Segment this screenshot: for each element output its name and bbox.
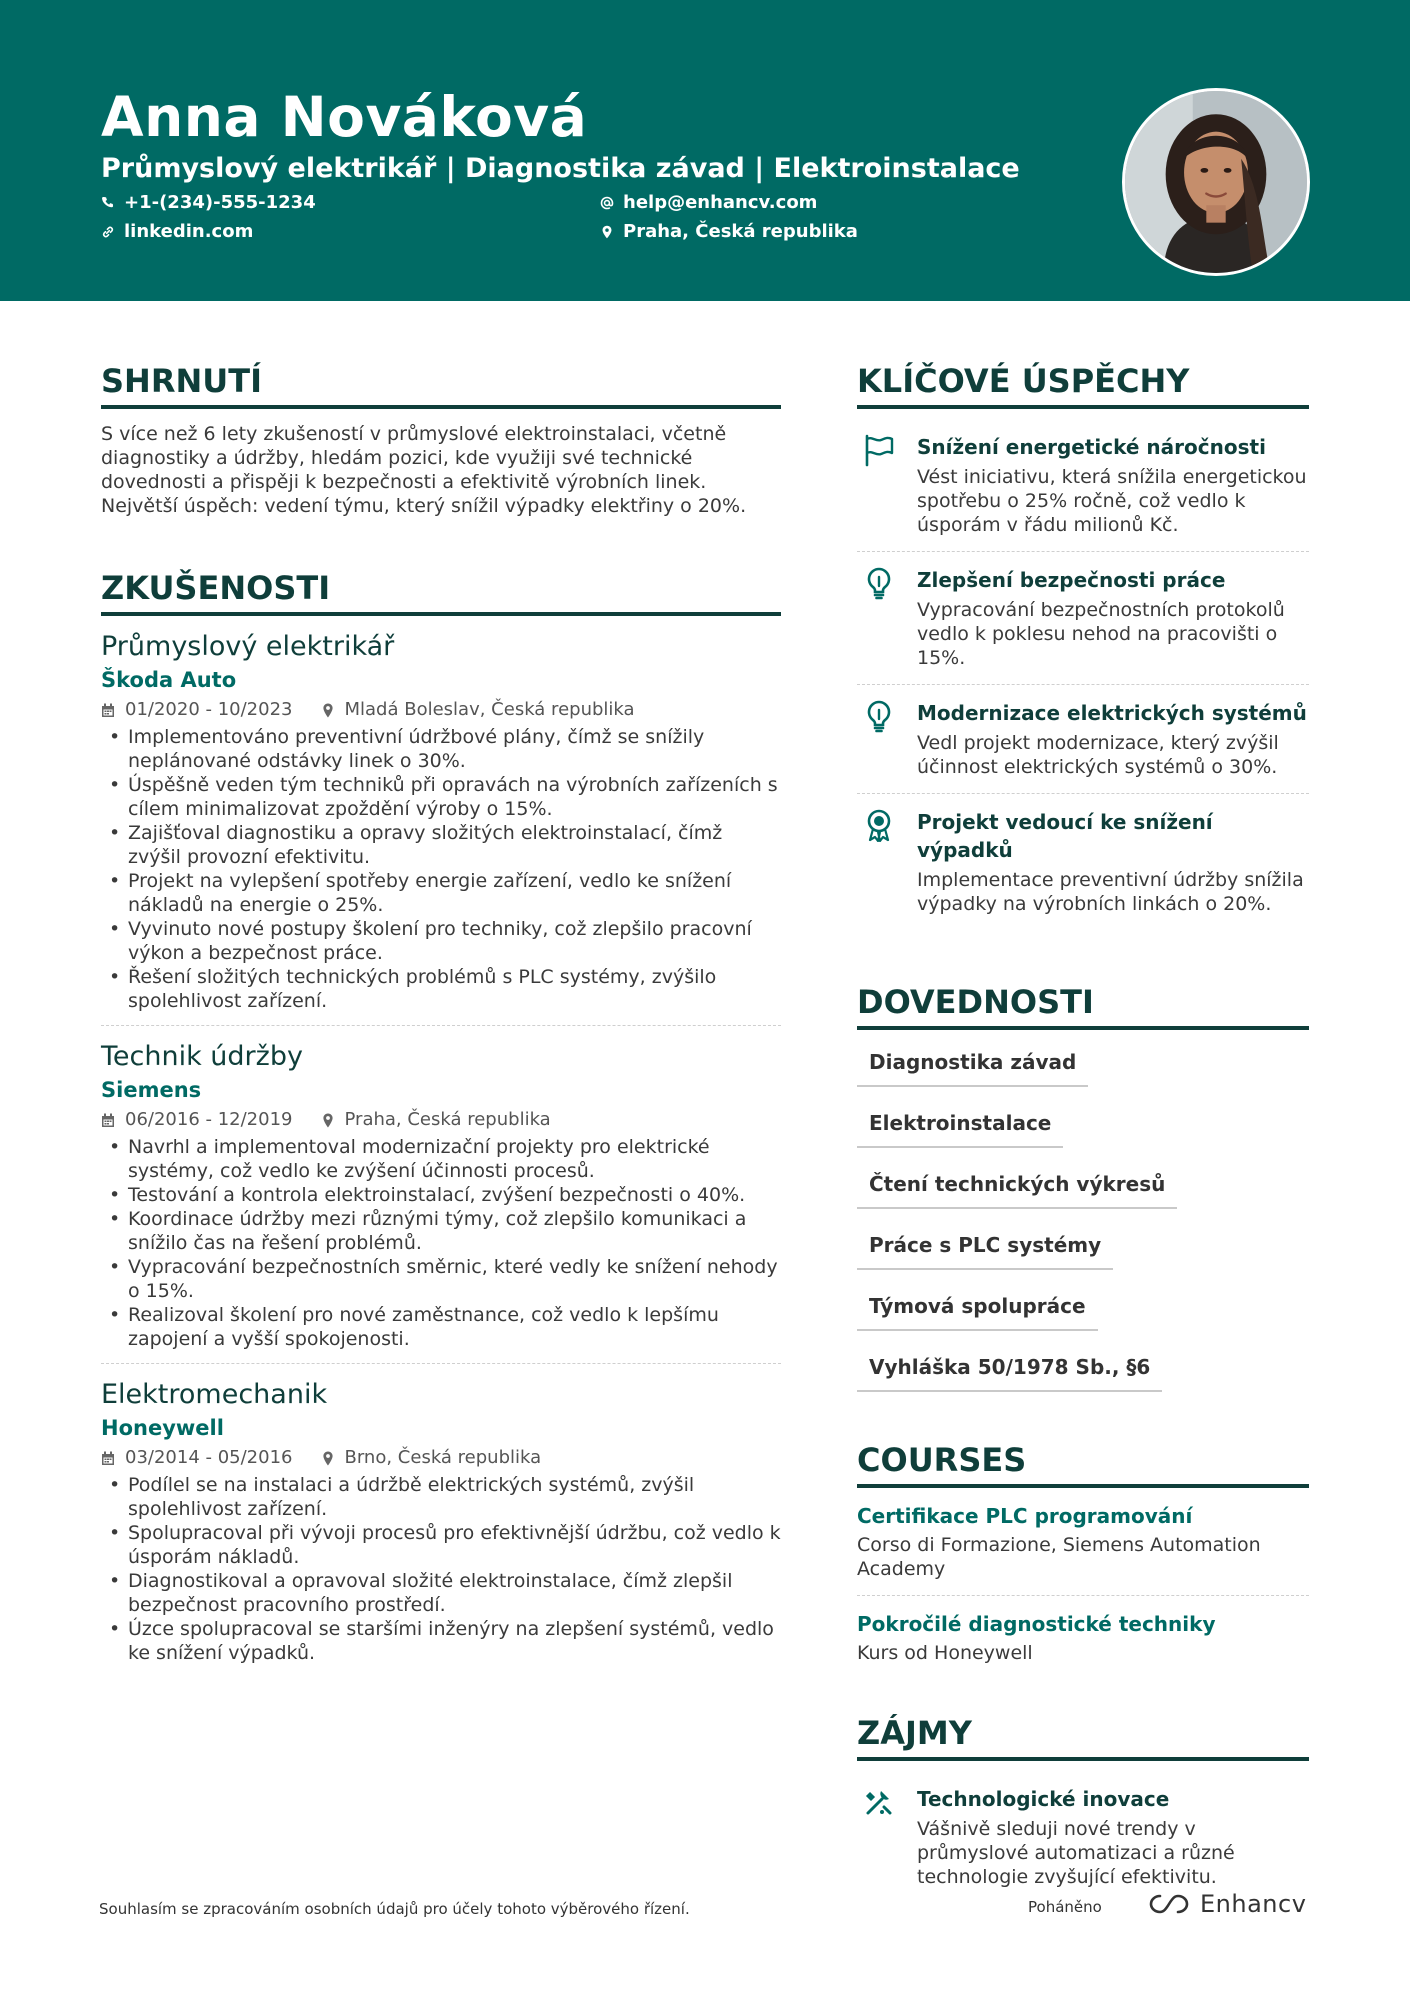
skills-title: DOVEDNOSTI bbox=[857, 982, 1309, 1030]
list-item: • Zajišťoval diagnostiku a opravy složitých elektroinstalací, čímž zvýšil provozní efektivitu. bbox=[101, 821, 781, 869]
enhancv-logo-icon bbox=[1146, 1891, 1192, 1917]
profile-photo bbox=[1125, 91, 1307, 273]
consent-text: Souhlasím se zpracováním osobních údajů pro účely tohoto výběrového řízení. bbox=[99, 1900, 690, 1918]
job-location bbox=[321, 1445, 542, 1471]
contact-phone[interactable] bbox=[101, 191, 316, 215]
course-title: Certifikace PLC programování bbox=[857, 1504, 1193, 1528]
job-title: Průmyslový elektrikář bbox=[101, 631, 395, 662]
job-location-text: Mladá Boleslav, Česká republika bbox=[344, 699, 635, 720]
interests-section bbox=[857, 1713, 1309, 1903]
summary-section bbox=[101, 361, 781, 518]
list-item: • Úzce spolupracoval se staršími inženýry na zlepšení systémů, vedlo ke snížení výpadků. bbox=[101, 1617, 781, 1665]
calendar-icon bbox=[101, 1451, 115, 1466]
right-column bbox=[857, 361, 1309, 1903]
list-item: • Projekt na vylepšení spotřeby energie zařízení, vedlo ke snížení nákladů na energie o 25%. bbox=[101, 869, 781, 917]
achievement-desc: Vedl projekt modernizace, který zvýšil účinnost elektrických systémů o 30%. bbox=[917, 732, 1279, 778]
location-pin-icon bbox=[321, 1113, 335, 1128]
calendar-icon bbox=[101, 703, 115, 718]
location-pin-icon bbox=[321, 703, 335, 718]
courses-title: COURSES bbox=[857, 1440, 1309, 1488]
job-entry bbox=[101, 1026, 781, 1364]
job-title: Technik údržby bbox=[101, 1041, 303, 1072]
link-icon bbox=[101, 225, 115, 239]
location-pin-icon bbox=[321, 1451, 335, 1466]
achievement-item bbox=[857, 794, 1309, 930]
skills-section bbox=[857, 982, 1309, 1408]
linkedin-text: linkedin.com bbox=[124, 221, 254, 242]
course-desc: Kurs od Honeywell bbox=[857, 1642, 1033, 1664]
lightbulb-icon bbox=[862, 566, 896, 600]
job-company: Honeywell bbox=[101, 1416, 224, 1440]
interest-desc: Vášnivě sleduji nové trendy v průmyslové automatizaci a různé technologie zvyšující efektivitu. bbox=[917, 1818, 1235, 1888]
achievement-title: Modernizace elektrických systémů bbox=[917, 701, 1307, 725]
list-item: • Vyvinuto nové postupy školení pro techniky, což zlepšilo pracovní výkon a bezpečnost práce. bbox=[101, 917, 781, 965]
job-dates-text: 03/2014 - 05/2016 bbox=[125, 1447, 293, 1468]
experience-section bbox=[101, 568, 781, 1677]
job-location-text: Praha, Česká republika bbox=[344, 1109, 551, 1130]
skill-tag: Práce s PLC systémy bbox=[857, 1225, 1113, 1270]
job-company: Siemens bbox=[101, 1078, 202, 1102]
skill-tag: Diagnostika závad bbox=[857, 1042, 1088, 1087]
phone-text: +1-(234)-555-1234 bbox=[124, 192, 316, 213]
job-dates bbox=[101, 697, 293, 723]
achievement-item bbox=[857, 552, 1309, 685]
job-meta bbox=[101, 1107, 781, 1133]
achievements-section bbox=[857, 361, 1309, 930]
location-pin-icon bbox=[600, 225, 614, 239]
avatar bbox=[1122, 88, 1310, 276]
list-item: • Implementováno preventivní údržbové plány, čímž se snížily neplánované odstávky linek o 30%. bbox=[101, 725, 781, 773]
resume-header bbox=[0, 0, 1410, 301]
list-item: • Realizoval školení pro nové zaměstnance, což vedlo k lepšímu zapojení a vyšší spokojenosti. bbox=[101, 1303, 781, 1351]
interest-title: Technologické inovace bbox=[917, 1787, 1170, 1811]
course-desc: Corso di Formazione, Siemens Automation Academy bbox=[857, 1534, 1261, 1580]
skill-tag: Vyhláška 50/1978 Sb., §6 bbox=[857, 1347, 1162, 1392]
list-item: • Úspěšně veden tým techniků při opravách na výrobních zařízeních s cílem minimalizovat zpoždění výroby o 15%. bbox=[101, 773, 781, 821]
at-icon bbox=[600, 196, 614, 210]
list-item: • Koordinace údržby mezi různými týmy, což zlepšilo komunikaci a snížilo čas na řešení problémů. bbox=[101, 1207, 781, 1255]
skills-list bbox=[857, 1042, 1309, 1408]
courses-section bbox=[857, 1440, 1309, 1679]
candidate-name: Anna Nováková bbox=[101, 85, 588, 149]
job-location bbox=[321, 1107, 551, 1133]
summary-text: S více než 6 lety zkušeností v průmyslové elektroinstalaci, včetně diagnostiky a údržby, hledám pozici, kde využiji své technické dovednosti a přispěji k bezpečnosti a efektivitě výrobních linek. Největší úspěch: vedení týmu, který snížil výpadky elektřiny o 20%. bbox=[101, 423, 747, 517]
brand-logo[interactable] bbox=[1146, 1889, 1306, 1919]
job-location-text: Brno, Česká republika bbox=[344, 1447, 542, 1468]
phone-icon bbox=[101, 196, 115, 210]
job-bullets bbox=[101, 1135, 781, 1351]
achievement-desc: Vést iniciativu, která snížila energetickou spotřebu o 25% ročně, což vedlo k úsporám v řádu milionů Kč. bbox=[917, 466, 1307, 536]
powered-by-label: Poháněno bbox=[1028, 1898, 1102, 1916]
summary-title: SHRNUTÍ bbox=[101, 361, 781, 409]
skill-tag: Týmová spolupráce bbox=[857, 1286, 1098, 1331]
skill-tag: Čtení technických výkresů bbox=[857, 1164, 1177, 1209]
contact-email[interactable] bbox=[600, 191, 817, 215]
lightbulb-icon bbox=[862, 699, 896, 733]
list-item: • Testování a kontrola elektroinstalací, zvýšení bezpečnosti o 40%. bbox=[101, 1183, 781, 1207]
job-dates bbox=[101, 1107, 293, 1133]
left-column bbox=[101, 361, 781, 1677]
course-item bbox=[857, 1488, 1309, 1596]
flag-icon bbox=[862, 433, 896, 467]
job-bullets bbox=[101, 725, 781, 1013]
achievement-item bbox=[857, 685, 1309, 794]
contact-linkedin[interactable] bbox=[101, 220, 253, 244]
interest-item bbox=[857, 1771, 1309, 1903]
skill-tag: Elektroinstalace bbox=[857, 1103, 1063, 1148]
job-dates bbox=[101, 1445, 293, 1471]
award-icon bbox=[862, 808, 896, 842]
achievement-title: Projekt vedoucí ke snížení výpadků bbox=[917, 810, 1213, 862]
job-meta bbox=[101, 1445, 781, 1471]
location-text: Praha, Česká republika bbox=[623, 221, 858, 242]
email-text: help@enhancv.com bbox=[623, 192, 818, 213]
list-item: • Diagnostikoval a opravoval složité elektroinstalace, čímž zlepšil bezpečnost pracovního prostředí. bbox=[101, 1569, 781, 1617]
job-entry bbox=[101, 616, 781, 1026]
achievement-desc: Implementace preventivní údržby snížila výpadky na výrobních linkách o 20%. bbox=[917, 869, 1304, 915]
course-item bbox=[857, 1596, 1309, 1679]
course-title: Pokročilé diagnostické techniky bbox=[857, 1612, 1216, 1636]
job-entry bbox=[101, 1364, 781, 1677]
job-company: Škoda Auto bbox=[101, 668, 237, 692]
experience-title: ZKUŠENOSTI bbox=[101, 568, 781, 616]
achievement-item bbox=[857, 419, 1309, 552]
achievement-title: Snížení energetické náročnosti bbox=[917, 435, 1266, 459]
job-title: Elektromechanik bbox=[101, 1379, 328, 1410]
job-meta bbox=[101, 697, 781, 723]
brand-name: Enhancv bbox=[1200, 1890, 1307, 1918]
achievement-title: Zlepšení bezpečnosti práce bbox=[917, 568, 1226, 592]
achievements-title: KLÍČOVÉ ÚSPĚCHY bbox=[857, 361, 1309, 409]
list-item: • Spolupracoval při vývoji procesů pro efektivnější údržbu, což vedlo k úsporám nákladů. bbox=[101, 1521, 781, 1569]
job-dates-text: 06/2016 - 12/2019 bbox=[125, 1109, 293, 1130]
list-item: • Navrhl a implementoval modernizační projekty pro elektrické systémy, což vedlo ke zvýšení účinnosti procesů. bbox=[101, 1135, 781, 1183]
interests-title: ZÁJMY bbox=[857, 1713, 1309, 1761]
list-item: • Řešení složitých technických problémů s PLC systémy, zvýšilo spolehlivost zařízení. bbox=[101, 965, 781, 1013]
job-location bbox=[321, 697, 635, 723]
list-item: • Podílel se na instalaci a údržbě elektrických systémů, zvýšil spolehlivost zařízení. bbox=[101, 1473, 781, 1521]
candidate-headline: Průmyslový elektrikář | Diagnostika závad | Elektroinstalace bbox=[101, 153, 1020, 184]
achievement-desc: Vypracování bezpečnostních protokolů vedlo k poklesu nehod na pracovišti o 15%. bbox=[917, 599, 1285, 669]
job-dates-text: 01/2020 - 10/2023 bbox=[125, 699, 293, 720]
contact-location bbox=[600, 220, 858, 244]
tools-icon bbox=[862, 1785, 896, 1819]
job-bullets bbox=[101, 1473, 781, 1665]
calendar-icon bbox=[101, 1113, 115, 1128]
list-item: • Vypracování bezpečnostních směrnic, které vedly ke snížení nehody o 15%. bbox=[101, 1255, 781, 1303]
